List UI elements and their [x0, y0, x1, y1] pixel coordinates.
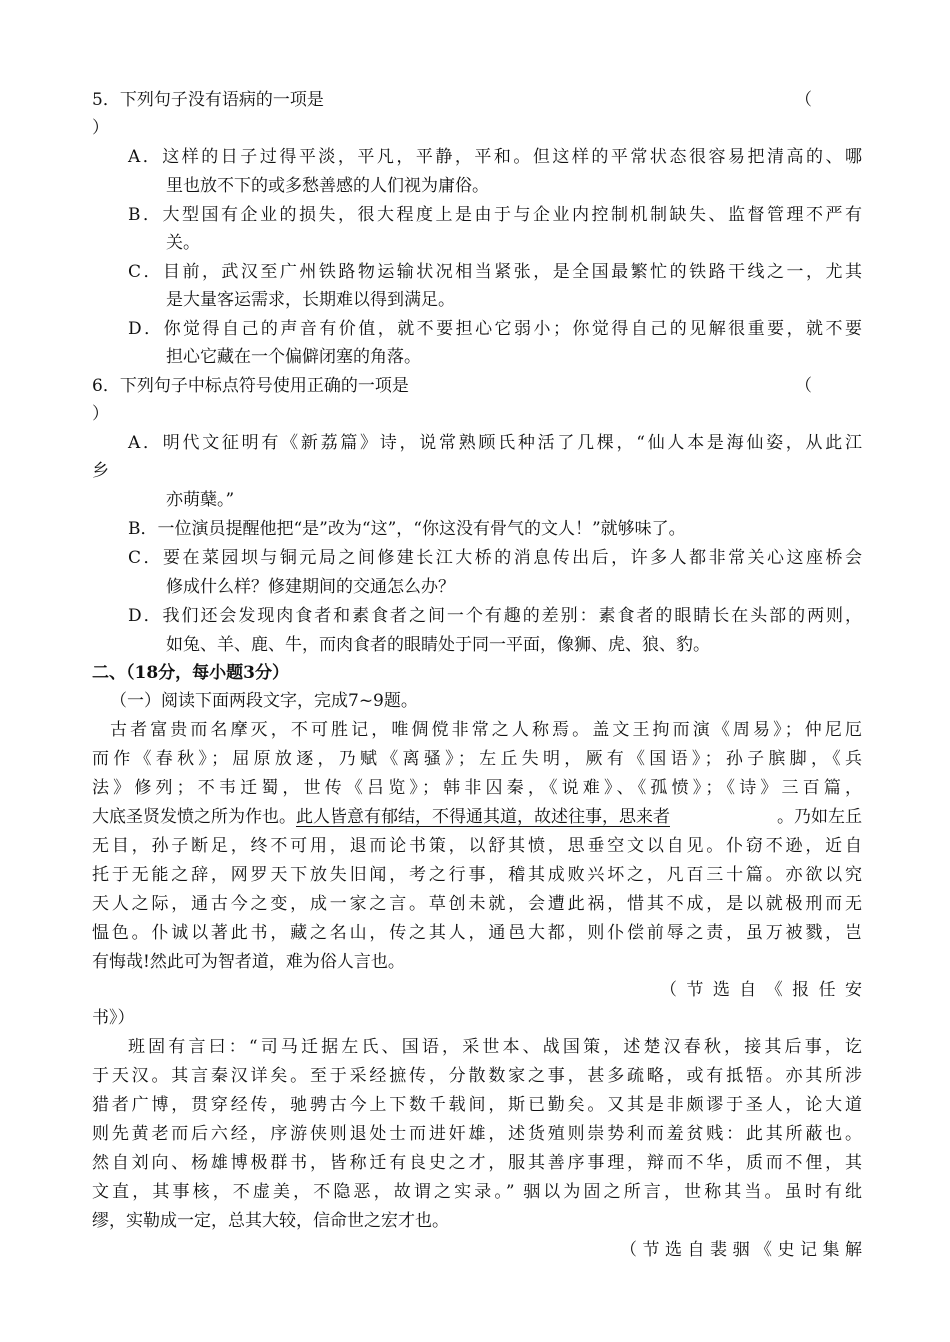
q5-answer-paren-open: （ [795, 90, 812, 110]
passage2-line: 文直，其事核，不虚美，不隐恶，故谓之实录。” 骃以为固之所言，世称其当。虽时有纰 [92, 1182, 862, 1202]
passage2-line: 然自刘向、杨雄博极群书，皆称迁有良史之才，服其善序事理，辩而不华，质而不俚，其 [92, 1153, 862, 1173]
passage1-line: 有悔哉!然此可为智者道，难为俗人言也。 [92, 952, 405, 972]
passage2-line: 班固有言曰：“司马迁据左氏、国语，采世本、战国策，述楚汉春秋，接其后事，讫 [128, 1037, 862, 1057]
passage1-line-underlined [92, 805, 862, 829]
passage1-line: 而作《春秋》；屈原放逐，乃赋《离骚》；左丘失明，厥有《国语》；孙子膑脚，《兵 [92, 749, 862, 769]
passage2-line: 猎者广博，贯穿经传，驰骋古今上下数千载间，斯已勤矣。又其是非颇谬于圣人，论大道 [92, 1095, 862, 1115]
q6-answer-paren-open: （ [795, 376, 812, 396]
passage2-line: 缪，实勒成一定，总其大较，信命世之宏才也。 [92, 1211, 449, 1231]
q6-option-a: A．明代文征明有《新荔篇》诗，说常熟顾氏种活了几棵，“仙人本是海仙姿，从此江 [128, 433, 862, 453]
underlined-sentence: 此人皆意有郁结，不得通其道，故述往事，思来者 [296, 807, 670, 827]
q5-option-d-cont: 担心它藏在一个偏僻闭塞的角落。 [166, 347, 421, 367]
q6-option-a-wrap: 乡 [92, 461, 109, 481]
q6-answer-paren-close: ） [92, 404, 109, 424]
passage1-text: 大底圣贤发愤之所为作也。 [92, 807, 296, 827]
q5-option-d: D．你觉得自己的声音有价值，就不要担心它弱小；你觉得自己的见解很重要，就不要 [128, 319, 862, 339]
q5-option-b-cont: 关。 [166, 233, 200, 253]
passage1-text: 。乃如左丘 [777, 807, 862, 827]
q5-answer-paren-close: ） [92, 118, 109, 138]
q6-option-d: D．我们还会发现肉食者和素食者之间一个有趣的差别：素食者的眼睛长在头部的两则， [128, 606, 862, 626]
reading-instructions: （一）阅读下面两段文字，完成7~9题。 [110, 691, 418, 711]
q5-option-a: A．这样的日子过得平淡，平凡，平静，平和。但这样的平常状态很容易把清高的、哪 [128, 147, 862, 167]
passage1-line: 愠色。仆诚以著此书，藏之名山，传之其人，通邑大都，则仆偿前辱之责，虽万被戮，岂 [92, 923, 862, 943]
passage1-line: 天人之际，通古今之变，成一家之言。草创未就，会遭此祸，惜其不成，是以就极刑而无 [92, 894, 862, 914]
q6-option-d-cont: 如兔、羊、鹿、牛，而肉食者的眼睛处于同一平面，像狮、虎、狼、豹。 [166, 635, 710, 655]
passage1-source-cont: 书》） [92, 1008, 135, 1028]
section-heading: 二、（18分，每小题3分） [92, 663, 289, 683]
q5-option-b: B．大型国有企业的损失，很大程度上是由于与企业内控制机制缺失、监督管理不严有 [128, 205, 862, 225]
passage1-line: 无目，孙子断足，终不可用，退而论书策，以舒其愤，思垂空文以自见。仆窃不逊，近自 [92, 836, 862, 856]
q5-option-c-cont: 是大量客运需求，长期难以得到满足。 [166, 290, 455, 310]
q6-option-c-cont: 修成什么样？修建期间的交通怎么办？ [166, 577, 455, 597]
passage1-source: （节选自《报任安 [660, 980, 862, 1000]
q6-option-b: B．一位演员提醒他把“是”改为“这”，“你这没有骨气的文人！”就够味了。 [128, 519, 686, 539]
passage1-line: 托于无能之辞，网罗天下放失旧闻，考之行事，稽其成败兴坏之，凡百三十篇。亦欲以究 [92, 865, 862, 885]
q5-stem: 5．下列句子没有语病的一项是 [92, 90, 324, 110]
passage2-source: （节选自裴骃《史记集解 [620, 1240, 862, 1260]
q5-option-c: C．目前，武汉至广州铁路物运输状况相当紧张，是全国最繁忙的铁路干线之一，尤其 [128, 262, 862, 282]
passage2-line: 则先黄老而后六经，序游侠则退处士而进奸雄，述货殖则崇势利而羞贫贱：此其所蔽也。 [92, 1124, 862, 1144]
q6-option-c: C．要在菜园坝与铜元局之间修建长江大桥的消息传出后，许多人都非常关心这座桥会 [128, 548, 862, 568]
q6-option-a-cont: 亦萌蘖。” [166, 490, 235, 510]
q5-option-a-cont: 里也放不下的或多愁善感的人们视为庸俗。 [166, 176, 489, 196]
passage1-line: 古者富贵而名摩灭，不可胜记，唯倜傥非常之人称焉。盖文王拘而演《周易》；仲尼厄 [110, 720, 862, 740]
q6-stem: 6．下列句子中标点符号使用正确的一项是 [92, 376, 409, 396]
passage2-line: 于天汉。其言秦汉详矣。至于采经摭传，分散数家之事，甚多疏略，或有抵牾。亦其所涉 [92, 1066, 862, 1086]
passage1-line: 法》修列；不韦迁蜀，世传《吕览》；韩非囚秦，《说难》、《孤愤》；《诗》三百篇， [92, 778, 862, 798]
